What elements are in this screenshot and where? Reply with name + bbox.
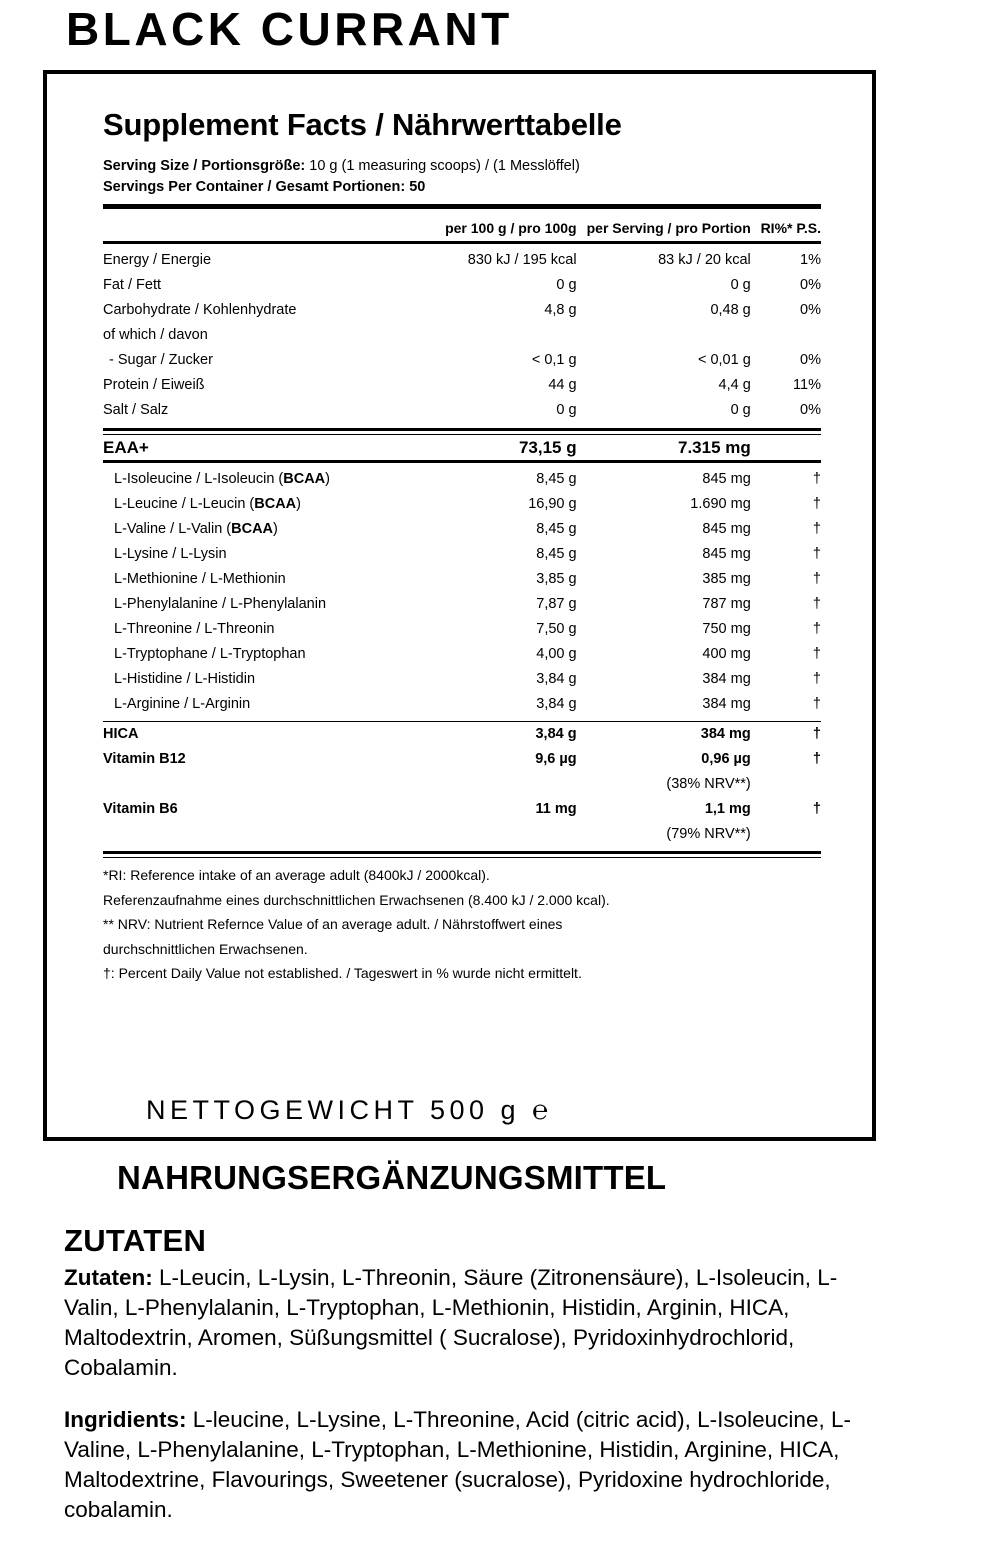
servings-per-container-label: Servings Per Container / Gesamt Portionen: <box>103 179 406 195</box>
row-per-serving: 83 kJ / 20 kcal <box>658 252 751 268</box>
eaa-ri <box>751 435 821 460</box>
serving-size-label: Serving Size / Portionsgröße: <box>103 158 306 174</box>
row-ri <box>751 323 821 348</box>
row-name: L-Isoleucine / L-Isoleucin (BCAA) <box>114 471 330 487</box>
row-per-serving: 845 mg <box>702 546 751 562</box>
row-per-serving: < 0,01 g <box>697 352 751 368</box>
row-per-100g: 7,87 g <box>536 596 577 612</box>
table-row <box>103 617 821 642</box>
row-per-serving: 750 mg <box>702 621 751 637</box>
row-per-100g: 3,85 g <box>536 571 577 587</box>
ingredients-german-text: L-Leucin, L-Lysin, L-Threonin, Säure (Zitronensäure), L-Isoleucin, L-Valin, L-Phenylalanin, L-Tryptophan, L-Methionin, Histidin, Arginin, HICA, Maltodextrin, Aromen, Süßungsmittel ( Sucralose), Pyridoxinhydrochlorid, Cobalamin. <box>64 1265 838 1380</box>
ingredients-heading: ZUTATEN <box>64 1223 207 1258</box>
nrv-ri <box>751 772 821 797</box>
row-per-100g: 9,6 µg <box>535 751 577 767</box>
row-per-serving <box>577 323 751 348</box>
row-per-100g: 4,00 g <box>536 646 577 662</box>
bcaa-tag: BCAA <box>283 471 326 487</box>
servings-per-container-value: 50 <box>409 179 426 195</box>
row-name: Vitamin B12 <box>103 751 186 767</box>
eaa-name: EAA+ <box>103 438 149 457</box>
ingredients-english <box>64 1405 864 1525</box>
table-row <box>103 298 821 323</box>
nrv-per-100g <box>408 772 577 797</box>
row-name: L-Phenylalanine / L-Phenylalanin <box>114 596 327 612</box>
row-per-100g: 3,84 g <box>535 726 577 742</box>
row-per-serving: 0,96 µg <box>701 751 751 767</box>
row-ri: 0% <box>800 402 821 418</box>
product-title: BLACK CURRANT <box>66 3 513 55</box>
row-name: Carbohydrate / Kohlenhydrate <box>103 302 297 318</box>
table-row <box>103 492 821 517</box>
row-name: L-Leucine / L-Leucin (BCAA) <box>114 496 301 512</box>
row-name: L-Methionine / L-Methionin <box>114 571 286 587</box>
ingredients-german-label: Zutaten: <box>64 1265 153 1290</box>
row-per-serving: 385 mg <box>702 571 751 587</box>
table-row <box>103 467 821 492</box>
row-per-serving: 1,1 mg <box>704 801 751 817</box>
row-per-100g: 8,45 g <box>536 546 577 562</box>
supplement-facts-panel <box>43 70 876 1196</box>
row-per-serving: 845 mg <box>702 471 751 487</box>
nutrition-table-body <box>103 216 821 248</box>
row-ri: † <box>812 571 821 587</box>
table-row <box>103 348 821 373</box>
row-ri: † <box>812 751 821 767</box>
amino-acid-rows <box>103 467 821 717</box>
row-name: - Sugar / Zucker <box>109 352 213 368</box>
ingredients-english-text: L-leucine, L-Lysine, L-Threonine, Acid (citric acid), L-Isoleucine, L-Valine, L-Phenylalanine, L-Tryptophan, L-Methionine, Histidin, Arginine, HICA, Maltodextrine, Flavourings, Sweetener (sucralose), Pyridoxine hydrochloride, cobalamin. <box>64 1407 851 1522</box>
table-header-row <box>103 216 821 241</box>
footnote-line: durchschnittlichen Erwachsenen. <box>103 940 308 957</box>
footnote-line: *RI: Reference intake of an average adult (8400kJ / 2000kcal). <box>103 867 490 883</box>
footnote-line: ** NRV: Nutrient Refernce Value of an average adult. / Nährstoffwert eines <box>103 916 563 932</box>
row-ri: † <box>812 646 821 662</box>
ingredients-german <box>64 1263 864 1383</box>
rule-row-above-eaa <box>103 423 821 435</box>
row-ri: 11% <box>793 377 821 393</box>
header-ri: RI%* P.S. <box>760 220 821 236</box>
row-ri: † <box>812 596 821 612</box>
row-name: Fat / Fett <box>103 277 162 293</box>
row-ri: † <box>812 496 821 512</box>
nrv-name <box>103 822 408 847</box>
row-name: Salt / Salz <box>103 402 169 418</box>
row-per-serving: 0,48 g <box>710 302 751 318</box>
ingredients-english-label: Ingridients: <box>64 1407 187 1432</box>
row-name: L-Lysine / L-Lysin <box>114 546 227 562</box>
nrv-per-serving: (38% NRV**) <box>666 776 751 792</box>
row-per-100g: 0 g <box>556 277 577 293</box>
row-ri: † <box>812 546 821 562</box>
table-row <box>103 692 821 717</box>
row-per-100g: 0 g <box>556 402 577 418</box>
table-row <box>103 323 821 348</box>
header-per-100g: per 100 g / pro 100g <box>445 220 577 236</box>
table-row-nrv <box>103 822 821 847</box>
table-row <box>103 642 821 667</box>
table-row <box>103 797 821 822</box>
row-per-serving: 4,4 g <box>718 377 751 393</box>
row-per-100g: < 0,1 g <box>531 352 577 368</box>
footnote-line: †: Percent Daily Value not established. / Tageswert in % wurde nicht ermittelt. <box>103 965 582 981</box>
row-ri: † <box>812 726 821 742</box>
nrv-per-100g <box>408 822 577 847</box>
row-ri: † <box>812 521 821 537</box>
row-ri: 0% <box>800 302 821 318</box>
row-ri: † <box>812 801 821 817</box>
row-ri: † <box>812 621 821 637</box>
rule-below-extras <box>103 847 821 858</box>
row-name: L-Arginine / L-Arginin <box>114 696 251 712</box>
ingredients-section <box>64 1222 864 1547</box>
servings-per-container-line <box>103 177 821 198</box>
table-row <box>103 248 821 273</box>
footnotes <box>103 858 821 986</box>
header-per-serving: per Serving / pro Portion <box>586 220 751 236</box>
basic-nutrition-rows <box>103 248 821 423</box>
nrv-ri <box>751 822 821 847</box>
row-ri: 0% <box>800 277 821 293</box>
table-row <box>103 373 821 398</box>
nrv-per-serving: (79% NRV**) <box>666 826 751 842</box>
supplement-facts-content <box>103 106 821 986</box>
table-row <box>103 592 821 617</box>
row-per-serving: 0 g <box>730 277 751 293</box>
table-row-eaa-total <box>103 435 821 460</box>
row-per-100g <box>408 323 577 348</box>
table-row <box>103 747 821 772</box>
rule-row-below-extras <box>103 847 821 858</box>
table-row <box>103 517 821 542</box>
net-weight: NETTOGEWICHT 500 g ℮ <box>146 1095 553 1125</box>
row-per-100g: 16,90 g <box>528 496 577 512</box>
row-per-100g: 3,84 g <box>536 671 577 687</box>
row-name: Protein / Eiweiß <box>103 377 205 393</box>
row-name: L-Valine / L-Valin (BCAA) <box>114 521 278 537</box>
row-per-100g: 830 kJ / 195 kcal <box>467 252 577 268</box>
row-per-serving: 845 mg <box>702 521 751 537</box>
row-per-100g: 11 mg <box>535 801 577 817</box>
row-per-100g: 8,45 g <box>536 471 577 487</box>
product-category: NAHRUNGSERGÄNZUNGSMITTEL <box>117 1159 667 1196</box>
row-ri: 1% <box>800 252 821 268</box>
table-row <box>103 542 821 567</box>
serving-size-value: 10 g (1 measuring scoops) / (1 Messlöffel) <box>309 158 580 174</box>
panel-title: Supplement Facts / Nährwerttabelle <box>103 107 622 142</box>
row-per-100g: 8,45 g <box>536 521 577 537</box>
table-row <box>103 667 821 692</box>
row-per-serving: 400 mg <box>702 646 751 662</box>
serving-size-line <box>103 156 821 177</box>
row-name: of which / davon <box>103 327 208 343</box>
row-ri: † <box>812 471 821 487</box>
row-per-100g: 44 g <box>548 377 577 393</box>
table-row <box>103 567 821 592</box>
row-name: L-Histidine / L-Histidin <box>114 671 256 687</box>
row-per-serving: 384 mg <box>700 726 751 742</box>
row-name: L-Tryptophane / L-Tryptophan <box>114 646 306 662</box>
nutrition-table <box>103 216 821 858</box>
table-row <box>103 273 821 298</box>
row-name: HICA <box>103 726 139 742</box>
nrv-name <box>103 772 408 797</box>
row-per-serving: 0 g <box>730 402 751 418</box>
eaa-per-serving: 7.315 mg <box>678 438 751 457</box>
row-name: Vitamin B6 <box>103 801 178 817</box>
row-ri: † <box>812 696 821 712</box>
eaa-per-100g: 73,15 g <box>518 438 577 457</box>
bcaa-tag: BCAA <box>231 521 274 537</box>
row-ri: † <box>812 671 821 687</box>
row-ri: 0% <box>800 352 821 368</box>
row-name: Energy / Energie <box>103 252 212 268</box>
row-per-100g: 4,8 g <box>544 302 577 318</box>
row-per-serving: 384 mg <box>702 671 751 687</box>
table-row <box>103 722 821 747</box>
row-name: L-Threonine / L-Threonin <box>114 621 275 637</box>
bcaa-tag: BCAA <box>254 496 297 512</box>
table-row <box>103 398 821 423</box>
row-per-100g: 7,50 g <box>536 621 577 637</box>
row-per-serving: 787 mg <box>702 596 751 612</box>
row-per-serving: 1.690 mg <box>690 496 751 512</box>
row-per-serving: 384 mg <box>702 696 751 712</box>
footnote-line: Referenzaufnahme eines durchschnittlichen Erwachsenen (8.400 kJ / 2.000 kcal). <box>103 891 610 908</box>
header-name <box>103 216 408 241</box>
table-row-nrv <box>103 772 821 797</box>
row-per-100g: 3,84 g <box>536 696 577 712</box>
extra-nutrient-rows <box>103 722 821 847</box>
rule-double-above-eaa <box>103 423 821 435</box>
